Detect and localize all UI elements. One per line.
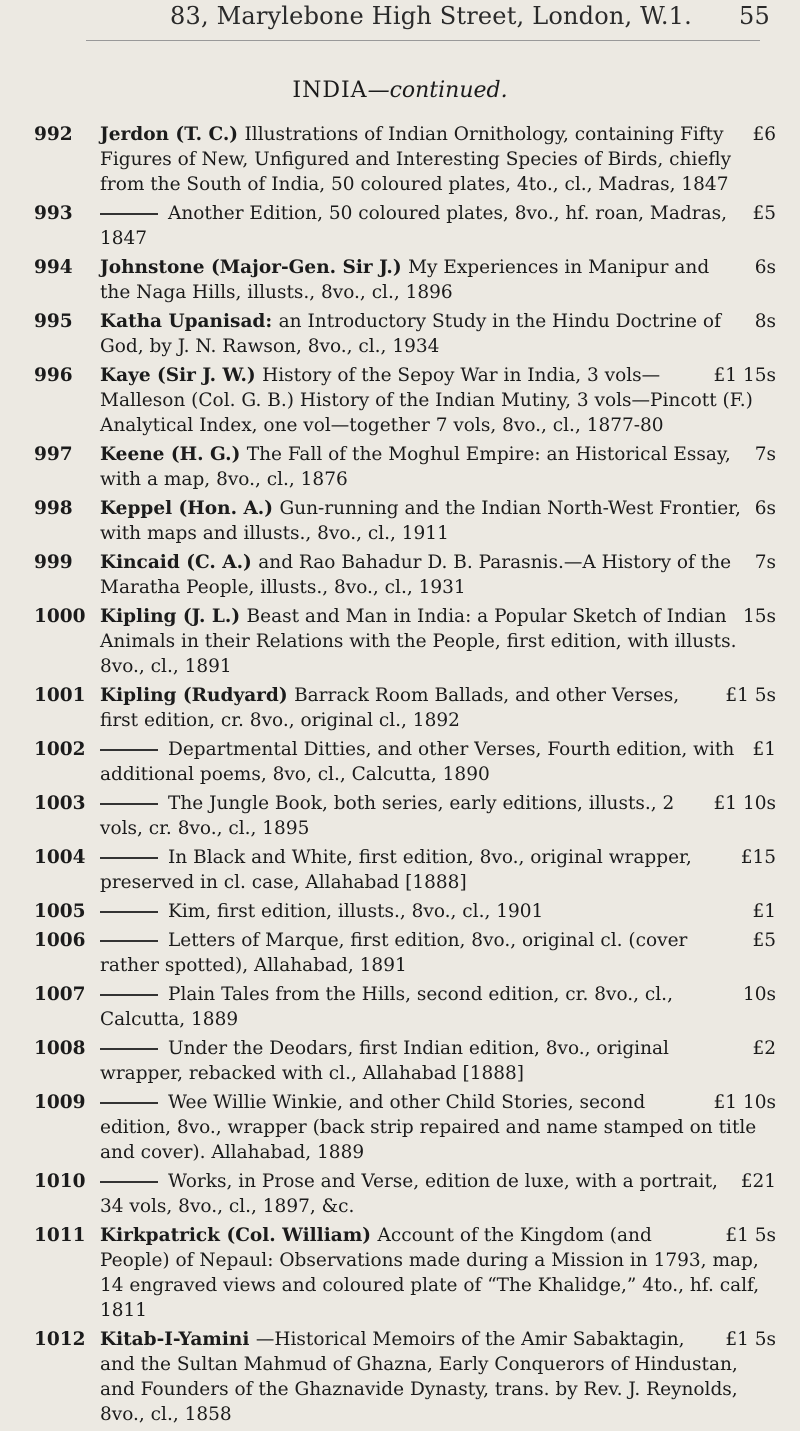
entry-number: 999 xyxy=(34,552,73,573)
page-header xyxy=(170,2,770,30)
entry-text: an Introductory Study in the Hindu Doctrine of God, by J. N. Rawson, 8vo., cl., 1934 xyxy=(100,311,721,357)
entry-text: Works, in Prose and Verse, edition de luxe, with a portrait, 34 vols, 8vo., cl., 1897, &c. xyxy=(100,1171,718,1217)
entry-text: Beast and Man in India: a Popular Sketch of Indian Animals in their Relations with the People, first edition, with illusts. 8vo., cl., 1891 xyxy=(100,606,737,677)
entry-author: Kaye (Sir J. W.) xyxy=(100,365,263,386)
entry-author: Kitab-I-Yamini xyxy=(100,1329,256,1350)
catalogue-entry xyxy=(0,899,800,924)
entry-author: Keppel (Hon. A.) xyxy=(100,498,280,519)
header-title: 83, Marylebone High Street, London, W.1. xyxy=(170,2,692,30)
section-continued: —continued. xyxy=(367,78,508,103)
entry-number: 1006 xyxy=(34,930,86,951)
entry-author: Keene (H. G.) xyxy=(100,444,247,465)
entry-number: 1000 xyxy=(34,606,86,627)
ditto-dash xyxy=(100,994,158,996)
entry-price: 7s xyxy=(754,444,776,465)
entry-price: £1 15s xyxy=(713,365,776,386)
entry-number: 998 xyxy=(34,498,73,519)
entry-number: 1003 xyxy=(34,793,86,814)
catalogue-entry xyxy=(0,201,800,251)
page-number: 55 xyxy=(739,2,770,30)
entry-number: 1010 xyxy=(34,1171,86,1192)
ditto-dash xyxy=(100,940,158,942)
entry-author: Kipling (Rudyard) xyxy=(100,685,295,706)
catalogue-entry xyxy=(0,604,800,679)
entry-price: 6s xyxy=(754,498,776,519)
catalogue-entry xyxy=(0,845,800,895)
entry-text: In Black and White, first edition, 8vo., original wrapper, preserved in cl. case, Allahabad [1888] xyxy=(100,847,692,893)
section-name: INDIA xyxy=(292,78,368,103)
ditto-dash xyxy=(100,749,158,751)
entry-author: Johnstone (Major-Gen. Sir J.) xyxy=(100,257,409,278)
entry-number: 992 xyxy=(34,124,73,145)
entry-text: Plain Tales from the Hills, second edition, cr. 8vo., cl., Calcutta, 1889 xyxy=(100,984,673,1030)
catalogue-entry xyxy=(0,982,800,1032)
ditto-dash xyxy=(100,857,158,859)
entry-text: Another Edition, 50 coloured plates, 8vo., hf. roan, Madras, 1847 xyxy=(100,203,727,249)
catalogue-list xyxy=(0,122,800,1431)
entry-text: Wee Willie Winkie, and other Child Stories, second edition, 8vo., wrapper (back strip repaired and name stamped on title and cover). Allahabad, 1889 xyxy=(100,1092,757,1163)
ditto-dash xyxy=(100,1181,158,1183)
ditto-dash xyxy=(100,911,158,913)
entry-author: Katha Upanisad: xyxy=(100,311,279,332)
entry-price: 10s xyxy=(742,984,776,1005)
entry-price: £1 xyxy=(752,901,776,922)
entry-number: 996 xyxy=(34,365,73,386)
entry-number: 994 xyxy=(34,257,73,278)
entry-author: Jerdon (T. C.) xyxy=(100,124,245,145)
entry-price: £5 xyxy=(752,203,776,224)
entry-price: £1 5s xyxy=(725,685,776,706)
entry-price: £5 xyxy=(752,930,776,951)
entry-text: —Historical Memoirs of the Amir Sabaktagin, and the Sultan Mahmud of Ghazna, Early Conquerors of Hindustan, and Founders of the Ghaznavide Dynasty, trans. by Rev. J. Reynolds, 8vo., cl., 1858 xyxy=(100,1329,738,1425)
entry-number: 1004 xyxy=(34,847,86,868)
entry-text: Illustrations of Indian Ornithology, containing Fifty Figures of New, Unfigured and Interesting Species of Birds, chiefly from the South of India, 50 coloured plates, 4to., cl., Madras, 1847 xyxy=(100,124,732,195)
entry-text: Kim, first edition, illusts., 8vo., cl., 1901 xyxy=(168,901,544,922)
entry-text: Gun-running and the Indian North-West Frontier, with maps and illusts., 8vo., cl., 1911 xyxy=(100,498,741,544)
catalogue-entry xyxy=(0,1090,800,1165)
ditto-dash xyxy=(100,1102,158,1104)
catalogue-entry xyxy=(0,255,800,305)
catalogue-entry xyxy=(0,1169,800,1219)
entry-number: 1007 xyxy=(34,984,86,1005)
catalogue-entry xyxy=(0,1327,800,1427)
entry-price: £1 10s xyxy=(713,793,776,814)
entry-text: Letters of Marque, first edition, 8vo., original cl. (cover rather spotted), Allahabad, 1891 xyxy=(100,930,688,976)
entry-price: £1 5s xyxy=(725,1329,776,1350)
entry-text: The Jungle Book, both series, early editions, illusts., 2 vols, cr. 8vo., cl., 1895 xyxy=(100,793,675,839)
entry-number: 997 xyxy=(34,444,73,465)
ditto-dash xyxy=(100,213,158,215)
entry-text: and Rao Bahadur D. B. Parasnis.—A History of the Maratha People, illusts., 8vo., cl., 1931 xyxy=(100,552,732,598)
entry-number: 1005 xyxy=(34,901,86,922)
entry-price: £2 xyxy=(752,1038,776,1059)
catalogue-entry xyxy=(0,363,800,438)
catalogue-entry xyxy=(0,1223,800,1323)
catalogue-entry xyxy=(0,309,800,359)
entry-number: 993 xyxy=(34,203,73,224)
catalogue-entry xyxy=(0,928,800,978)
entry-price: 7s xyxy=(754,552,776,573)
catalogue-entry xyxy=(0,1036,800,1086)
catalogue-entry xyxy=(0,442,800,492)
entry-price: 6s xyxy=(754,257,776,278)
catalogue-entry xyxy=(0,737,800,787)
entry-author: Kipling (J. L.) xyxy=(100,606,247,627)
catalogue-entry xyxy=(0,683,800,733)
entry-number: 1001 xyxy=(34,685,86,706)
entry-number: 995 xyxy=(34,311,73,332)
catalogue-entry xyxy=(0,791,800,841)
entry-text: Barrack Room Ballads, and other Verses, first edition, cr. 8vo., original cl., 1892 xyxy=(100,685,680,731)
ditto-dash xyxy=(100,803,158,805)
catalogue-entry xyxy=(0,122,800,197)
catalogue-entry xyxy=(0,550,800,600)
entry-number: 1002 xyxy=(34,739,86,760)
entry-number: 1011 xyxy=(34,1225,86,1246)
entry-price: 8s xyxy=(754,311,776,332)
header-rule xyxy=(86,40,760,41)
entry-number: 1009 xyxy=(34,1092,86,1113)
entry-number: 1008 xyxy=(34,1038,86,1059)
entry-text: Account of the Kingdom (and People) of Nepaul: Observations made during a Mission in 1793, map, 14 engraved views and coloured plate of “The Khalidge,” 4to., hf. calf, 1811 xyxy=(100,1225,760,1321)
catalogue-entry xyxy=(0,496,800,546)
entry-price: 15s xyxy=(742,606,776,627)
entry-price: £1 5s xyxy=(725,1225,776,1246)
entry-text: My Experiences in Manipur and the Naga Hills, illusts., 8vo., cl., 1896 xyxy=(100,257,710,303)
entry-price: £1 xyxy=(752,739,776,760)
entry-text: Departmental Ditties, and other Verses, Fourth edition, with additional poems, 8vo, cl., Calcutta, 1890 xyxy=(100,739,735,785)
entry-price: £1 10s xyxy=(713,1092,776,1113)
ditto-dash xyxy=(100,1048,158,1050)
section-heading xyxy=(0,78,800,103)
entry-price: £6 xyxy=(752,124,776,145)
entry-text: Under the Deodars, first Indian edition, 8vo., original wrapper, rebacked with cl., Allahabad [1888] xyxy=(100,1038,669,1084)
entry-text: The Fall of the Moghul Empire: an Historical Essay, with a map, 8vo., cl., 1876 xyxy=(100,444,731,490)
entry-price: £15 xyxy=(740,847,776,868)
entry-number: 1012 xyxy=(34,1329,86,1350)
entry-author: Kirkpatrick (Col. William) xyxy=(100,1225,378,1246)
entry-author: Kincaid (C. A.) xyxy=(100,552,259,573)
entry-price: £21 xyxy=(740,1171,776,1192)
entry-text: History of the Sepoy War in India, 3 vols—Malleson (Col. G. B.) History of the Indian Mutiny, 3 vols—Pincott (F.) Analytical Index, one vol—together 7 vols, 8vo., cl., 1877-80 xyxy=(100,365,753,436)
